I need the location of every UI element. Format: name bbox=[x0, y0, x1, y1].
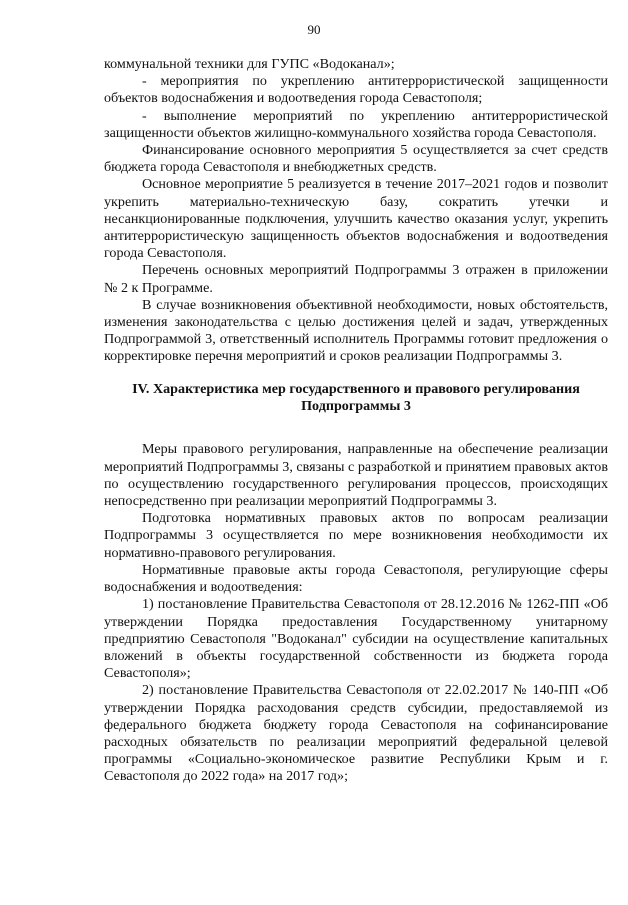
paragraph: Подготовка нормативных правовых актов по вопросам реализации Подпрограммы 3 осуществляется по мере возникновения необходимости их нормативно-правового регулирования. bbox=[104, 510, 608, 561]
document-body bbox=[104, 56, 608, 786]
section-heading bbox=[104, 381, 608, 416]
list-item-paragraph: 2) постановление Правительства Севастополя от 22.02.2017 № 140-ПП «Об утверждении Порядка расходования средств субсидии, предоставляемой из федерального бюджета бюджету города Севастополя на софинансирование расходных обязательств по реализации мероприятий федеральной целевой программы «Социально-экономическое развитие Республики Крым и г. Севастополя до 2022 года» на 2017 год»; bbox=[104, 682, 608, 785]
paragraph: Финансирование основного мероприятия 5 осуществляется за счет средств бюджета города Севастополя и внебюджетных средств. bbox=[104, 142, 608, 176]
paragraph: Основное мероприятие 5 реализуется в течение 2017–2021 годов и позволит укрепить материально-техническую базу, сократить утечки и несанкционированные подключения, улучшить качество оказания услуг, укрепить антитеррористическую защищенность объектов водоснабжения и водоотведения города Севастополя. bbox=[104, 176, 608, 262]
section-heading-line-2: Подпрограммы 3 bbox=[301, 398, 411, 415]
paragraph: коммунальной техники для ГУПС «Водоканал»; bbox=[104, 56, 395, 72]
list-item-paragraph: - выполнение мероприятий по укреплению антитеррористической защищенности объектов жилищно-коммунального хозяйства города Севастополя. bbox=[104, 107, 608, 141]
paragraph: В случае возникновения объективной необходимости, новых обстоятельств, изменения законодательства с целью достижения целей и задач, утвержденных Подпрограммой 3, ответственный исполнитель Программы готовит предложения о корректировке перечня мероприятий и сроков реализации Подпрограммы 3. bbox=[104, 296, 608, 365]
section-heading-line-1: IV. Характеристика мер государственного и правового регулирования bbox=[132, 380, 580, 397]
paragraph: Перечень основных мероприятий Подпрограммы 3 отражен в приложении № 2 к Программе. bbox=[104, 262, 608, 296]
page-number: 90 bbox=[307, 22, 321, 37]
paragraph: Меры правового регулирования, направленные на обеспечение реализации мероприятий Подпрограммы 3, связаны с разработкой и принятием правовых актов по осуществлению государственного регулирования процессов, происходящих непосредственно при реализации мероприятий Подпрограммы 3. bbox=[104, 441, 608, 510]
paragraph: Нормативные правовые акты города Севастополя, регулирующие сферы водоснабжения и водоотведения: bbox=[104, 561, 608, 596]
list-item-paragraph: 1) постановление Правительства Севастополя от 28.12.2016 № 1262-ПП «Об утверждении Порядка предоставления Государственному унитарному предприятию Севастополя "Водоканал" субсидии на осуществление капитальных вложений в объекты государственной собственности из бюджета города Севастополя»; bbox=[104, 596, 608, 682]
list-item-paragraph: - мероприятия по укреплению антитеррористической защищенности объектов водоснабжения и водоотведения города Севастополя; bbox=[104, 73, 608, 107]
